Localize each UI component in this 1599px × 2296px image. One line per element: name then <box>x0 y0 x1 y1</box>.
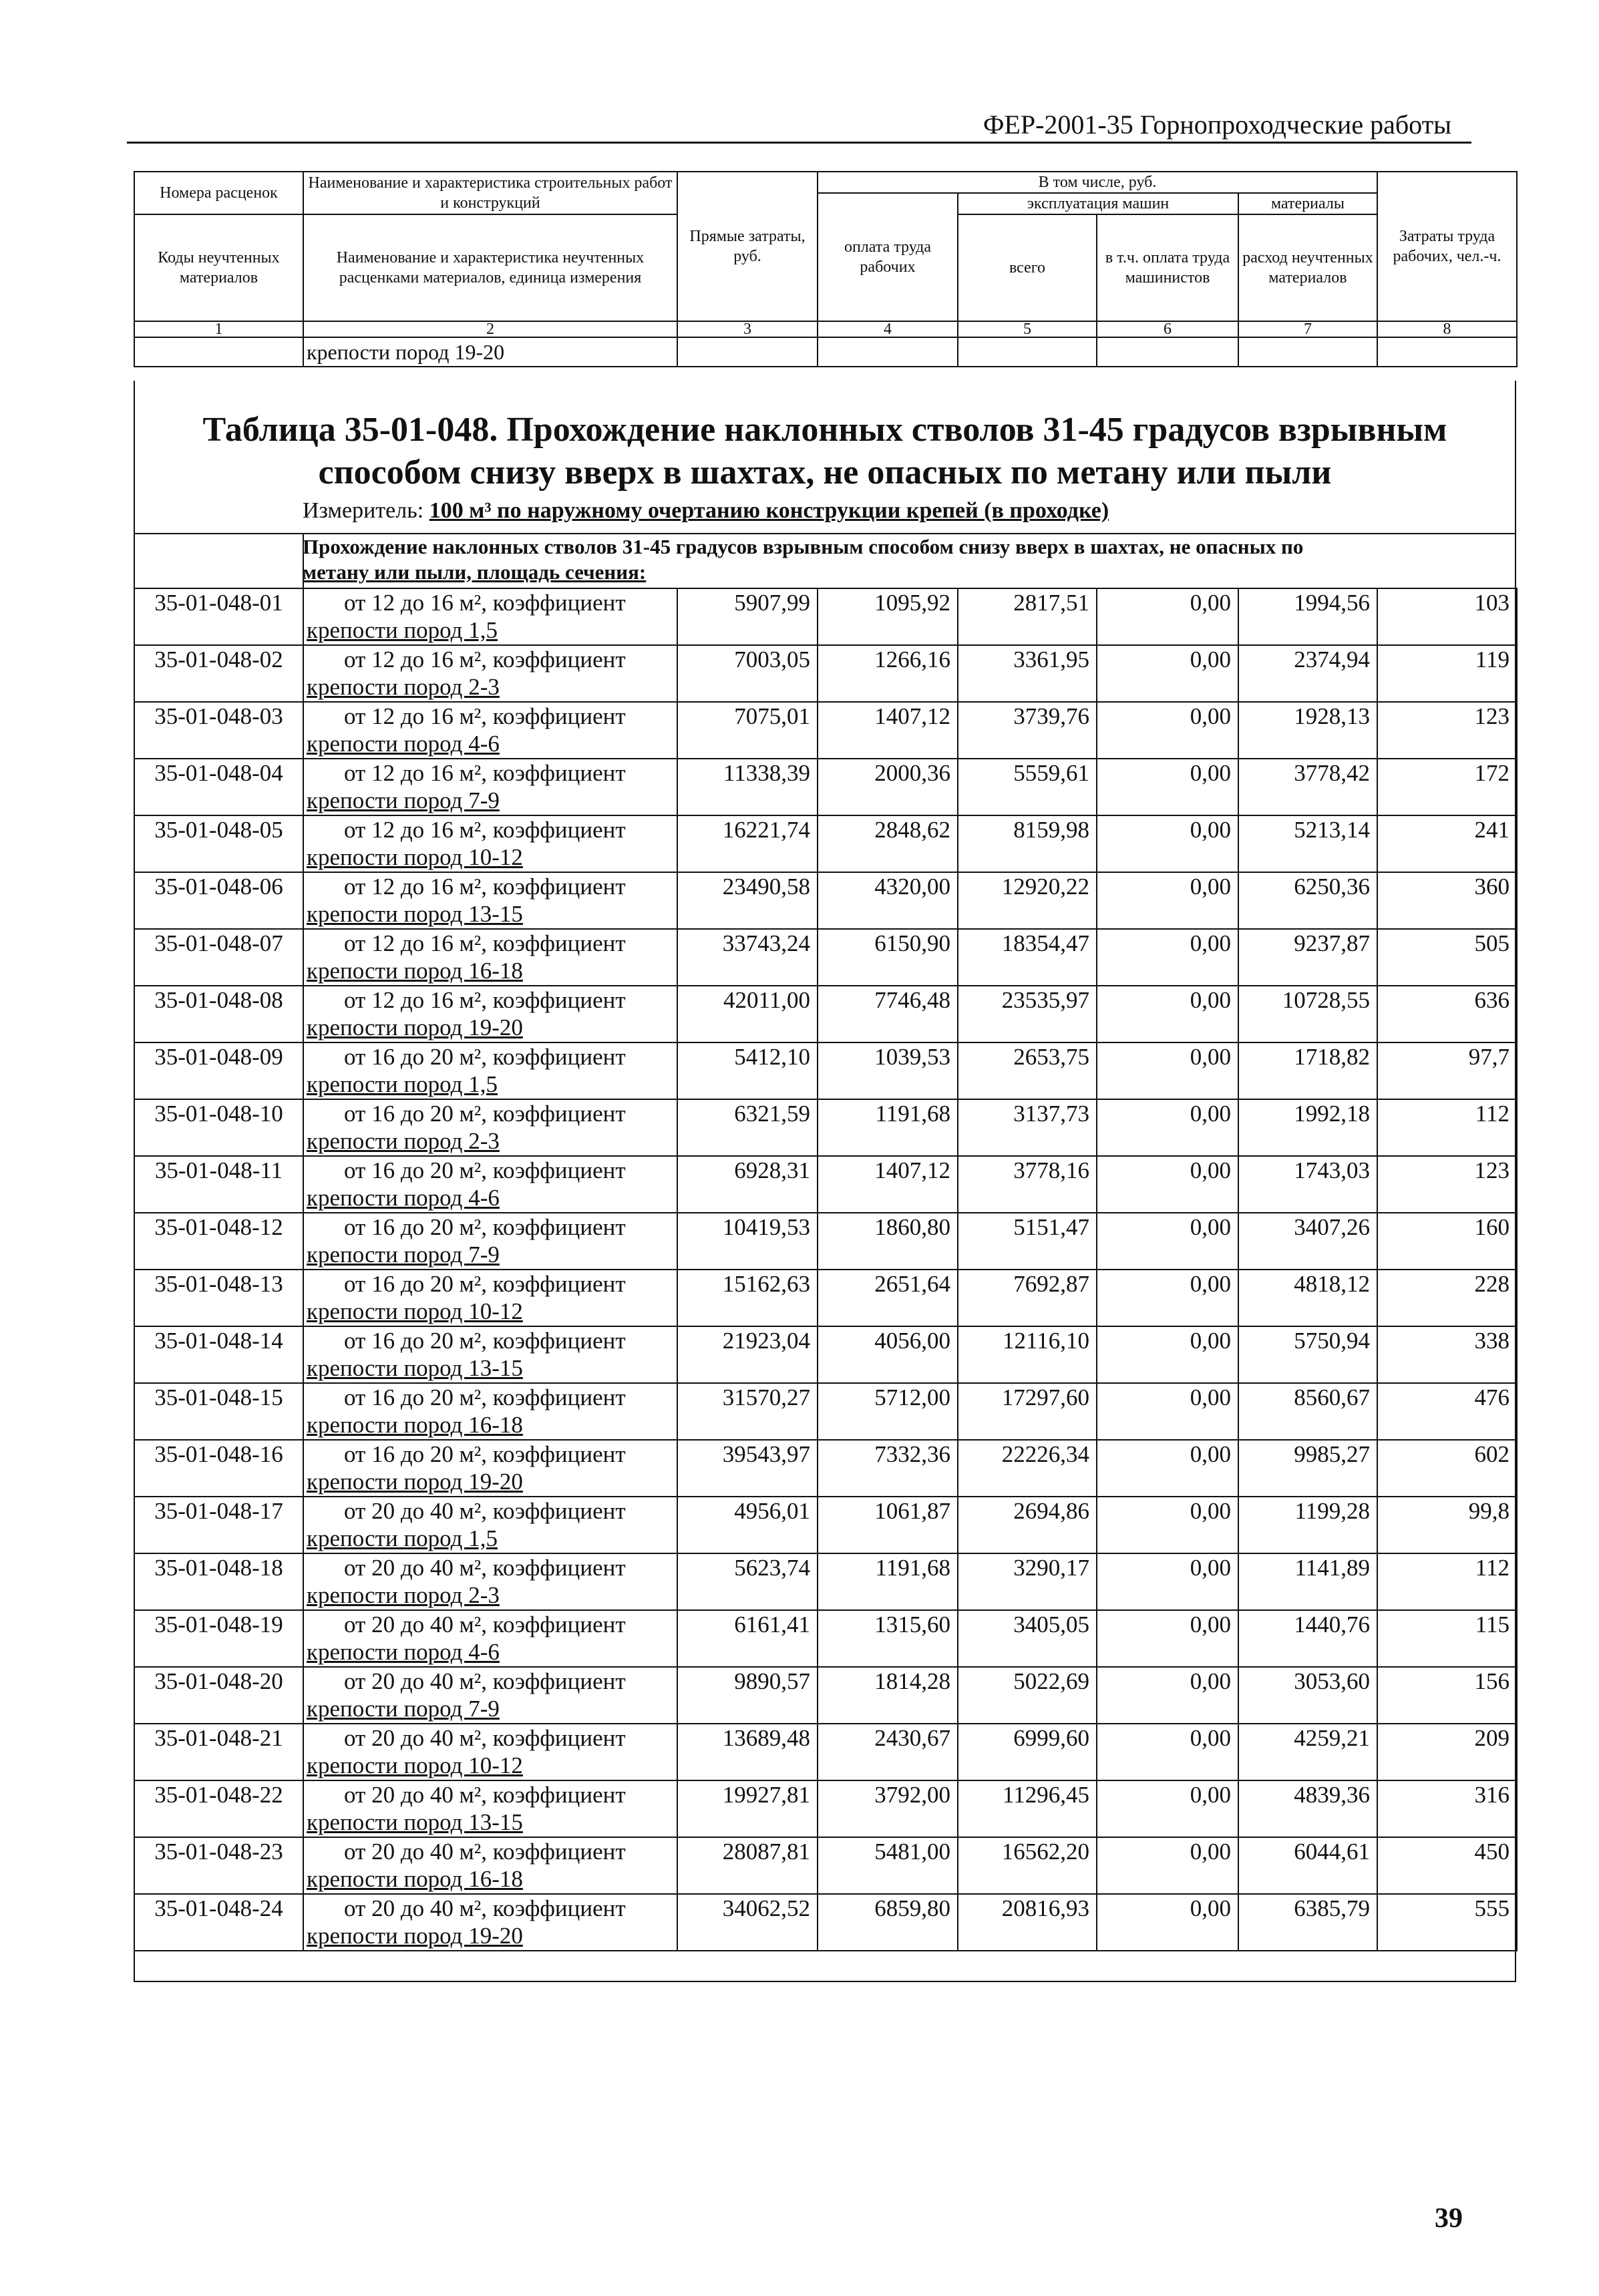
labor-hours: 103 <box>1377 588 1517 645</box>
rate-code: 35-01-048-01 <box>134 588 303 645</box>
work-name-line2: крепости пород 10-12 <box>307 1298 523 1324</box>
machines-total: 3739,76 <box>958 702 1097 759</box>
column-header-table <box>134 171 1518 367</box>
rate-code: 35-01-048-15 <box>134 1383 303 1440</box>
work-name-line1: от 16 до 20 м², коэффициент <box>344 1384 626 1410</box>
work-name-line2: крепости пород 2-3 <box>307 1128 500 1154</box>
table-row <box>134 1156 1517 1213</box>
table-row <box>134 929 1517 986</box>
col-num: 3 <box>677 321 818 337</box>
direct-costs: 9890,57 <box>677 1667 818 1724</box>
continued-row-name: крепости пород 19-20 <box>303 337 677 367</box>
col1-top: Номера расценок <box>134 172 303 214</box>
machinists-pay: 0,00 <box>1097 1724 1238 1780</box>
machines-total: 6999,60 <box>958 1724 1097 1780</box>
labor-hours: 228 <box>1377 1270 1517 1326</box>
machinists-pay: 0,00 <box>1097 1610 1238 1667</box>
col-num: 7 <box>1238 321 1377 337</box>
table-row <box>134 1270 1517 1326</box>
materials-consumption: 1928,13 <box>1238 702 1377 759</box>
labor-hours: 156 <box>1377 1667 1517 1724</box>
machines-total: 12920,22 <box>958 872 1097 929</box>
machines-total: 5559,61 <box>958 759 1097 815</box>
col-num: 4 <box>818 321 958 337</box>
table-row <box>134 1780 1517 1837</box>
machinists-pay: 0,00 <box>1097 1497 1238 1553</box>
col5-header: всего <box>958 214 1097 321</box>
labor-hours: 450 <box>1377 1837 1517 1894</box>
table-row <box>134 1326 1517 1383</box>
machinists-pay: 0,00 <box>1097 1099 1238 1156</box>
rate-code: 35-01-048-24 <box>134 1894 303 1951</box>
work-name <box>303 1610 677 1667</box>
materials-consumption: 6250,36 <box>1238 872 1377 929</box>
materials-consumption: 3053,60 <box>1238 1667 1377 1724</box>
table-row <box>134 1894 1517 1951</box>
materials-consumption: 4818,12 <box>1238 1270 1377 1326</box>
table-row <box>134 1042 1517 1099</box>
labor-hours: 209 <box>1377 1724 1517 1780</box>
machinists-pay: 0,00 <box>1097 872 1238 929</box>
work-name <box>303 1270 677 1326</box>
rates-table <box>134 588 1518 1951</box>
work-name-line1: от 16 до 20 м², коэффициент <box>344 1328 626 1354</box>
labor-hours: 316 <box>1377 1780 1517 1837</box>
work-name-line1: от 16 до 20 м², коэффициент <box>344 1101 626 1127</box>
work-name <box>303 1099 677 1156</box>
machinists-pay: 0,00 <box>1097 929 1238 986</box>
section-heading <box>303 534 1505 585</box>
direct-costs: 6928,31 <box>677 1156 818 1213</box>
materials-consumption: 5750,94 <box>1238 1326 1377 1383</box>
direct-costs: 6321,59 <box>677 1099 818 1156</box>
machinists-pay: 0,00 <box>1097 986 1238 1042</box>
machines-total: 18354,47 <box>958 929 1097 986</box>
materials-consumption: 3407,26 <box>1238 1213 1377 1270</box>
table-row <box>134 1099 1517 1156</box>
machines-total: 12116,10 <box>958 1326 1097 1383</box>
direct-costs: 7075,01 <box>677 702 818 759</box>
machinists-pay: 0,00 <box>1097 1270 1238 1326</box>
labor-hours: 172 <box>1377 759 1517 815</box>
work-name <box>303 645 677 702</box>
machines-total: 3137,73 <box>958 1099 1097 1156</box>
work-name-line1: от 16 до 20 м², коэффициент <box>344 1044 626 1070</box>
materials-consumption: 3778,42 <box>1238 759 1377 815</box>
rate-code: 35-01-048-14 <box>134 1326 303 1383</box>
col7-header: расход неучтенных материалов <box>1238 214 1377 321</box>
rate-code: 35-01-048-07 <box>134 929 303 986</box>
labor-hours: 360 <box>1377 872 1517 929</box>
machinists-pay: 0,00 <box>1097 588 1238 645</box>
work-name-line1: от 20 до 40 м², коэффициент <box>344 1725 626 1751</box>
col6-header: в т.ч. оплата труда машинистов <box>1097 214 1238 321</box>
direct-costs: 33743,24 <box>677 929 818 986</box>
work-name-line1: от 20 до 40 м², коэффициент <box>344 1668 626 1694</box>
work-name-line2: крепости пород 4-6 <box>307 1185 500 1211</box>
materials-consumption: 4839,36 <box>1238 1780 1377 1837</box>
work-name-line2: крепости пород 7-9 <box>307 787 500 813</box>
machinists-pay: 0,00 <box>1097 1780 1238 1837</box>
machines-total: 22226,34 <box>958 1440 1097 1497</box>
rate-code: 35-01-048-03 <box>134 702 303 759</box>
direct-costs: 31570,27 <box>677 1383 818 1440</box>
labor-pay: 1266,16 <box>818 645 958 702</box>
work-name-line1: от 12 до 16 м², коэффициент <box>344 874 626 900</box>
work-name <box>303 1780 677 1837</box>
direct-costs: 34062,52 <box>677 1894 818 1951</box>
rate-code: 35-01-048-05 <box>134 815 303 872</box>
labor-pay: 4056,00 <box>818 1326 958 1383</box>
work-name-line1: от 16 до 20 м², коэффициент <box>344 1157 626 1183</box>
labor-pay: 1315,60 <box>818 1610 958 1667</box>
col-num: 6 <box>1097 321 1238 337</box>
labor-hours: 119 <box>1377 645 1517 702</box>
work-name-line2: крепости пород 7-9 <box>307 1241 500 1268</box>
col3-header: Прямые затраты, руб. <box>677 172 818 321</box>
col-num: 8 <box>1377 321 1517 337</box>
col2-top: Наименование и характеристика строительных работ и конструкций <box>303 172 677 214</box>
work-name-line1: от 16 до 20 м², коэффициент <box>344 1271 626 1297</box>
work-name-line2: крепости пород 2-3 <box>307 1582 500 1608</box>
machines-total: 16562,20 <box>958 1837 1097 1894</box>
section-line1: Прохождение наклонных стволов 31-45 градусов взрывным способом снизу вверх в шахтах, не опасных по <box>303 535 1304 558</box>
work-name-line1: от 20 до 40 м², коэффициент <box>344 1782 626 1808</box>
labor-pay: 2000,36 <box>818 759 958 815</box>
labor-pay: 6859,80 <box>818 1894 958 1951</box>
machines-total: 5151,47 <box>958 1213 1097 1270</box>
machines-total: 23535,97 <box>958 986 1097 1042</box>
direct-costs: 15162,63 <box>677 1270 818 1326</box>
work-name-line2: крепости пород 10-12 <box>307 844 523 870</box>
work-name-line2: крепости пород 13-15 <box>307 901 523 927</box>
table-row <box>134 1837 1517 1894</box>
labor-pay: 2430,67 <box>818 1724 958 1780</box>
machines-header: эксплуатация машин <box>958 193 1238 214</box>
col-num: 2 <box>303 321 677 337</box>
work-name <box>303 588 677 645</box>
direct-costs: 42011,00 <box>677 986 818 1042</box>
incl-header: В том числе, руб. <box>818 172 1377 193</box>
materials-consumption: 1992,18 <box>1238 1099 1377 1156</box>
direct-costs: 21923,04 <box>677 1326 818 1383</box>
rate-code: 35-01-048-21 <box>134 1724 303 1780</box>
col8-header: Затраты труда рабочих, чел.-ч. <box>1377 172 1517 321</box>
table-row <box>134 815 1517 872</box>
work-name-line2: крепости пород 1,5 <box>307 1525 498 1551</box>
work-name-line2: крепости пород 13-15 <box>307 1355 523 1381</box>
section-line2: метану или пыли, площадь сечения: <box>303 560 647 584</box>
work-name-line1: от 12 до 16 м², коэффициент <box>344 760 626 786</box>
labor-hours: 123 <box>1377 1156 1517 1213</box>
rate-code: 35-01-048-18 <box>134 1553 303 1610</box>
work-name-line2: крепости пород 19-20 <box>307 1469 523 1495</box>
col2-bottom: Наименование и характеристика неучтенных расценками материалов, единица измерения <box>303 214 677 321</box>
machines-total: 3361,95 <box>958 645 1097 702</box>
work-name-line1: от 20 до 40 м², коэффициент <box>344 1839 626 1865</box>
table-title: Таблица 35-01-048. Прохождение наклонных стволов 31-45 градусов взрывным способом снизу вверх в шахтах, не опасных по метану или пыли <box>202 411 1447 492</box>
machinists-pay: 0,00 <box>1097 1894 1238 1951</box>
work-name-line2: крепости пород 16-18 <box>307 1412 523 1438</box>
machinists-pay: 0,00 <box>1097 1156 1238 1213</box>
work-name-line2: крепости пород 10-12 <box>307 1752 523 1778</box>
work-name <box>303 1724 677 1780</box>
work-name <box>303 1553 677 1610</box>
labor-hours: 476 <box>1377 1383 1517 1440</box>
work-name <box>303 1042 677 1099</box>
labor-hours: 123 <box>1377 702 1517 759</box>
work-name <box>303 702 677 759</box>
machines-total: 3290,17 <box>958 1553 1097 1610</box>
work-name-line1: от 12 до 16 м², коэффициент <box>344 590 626 616</box>
labor-pay: 1191,68 <box>818 1099 958 1156</box>
work-name <box>303 1156 677 1213</box>
labor-pay: 1039,53 <box>818 1042 958 1099</box>
work-name-line2: крепости пород 2-3 <box>307 674 500 700</box>
materials-consumption: 1718,82 <box>1238 1042 1377 1099</box>
rate-code: 35-01-048-02 <box>134 645 303 702</box>
machinists-pay: 0,00 <box>1097 1383 1238 1440</box>
table-row <box>134 1383 1517 1440</box>
measure-prefix: Измеритель: <box>303 498 429 523</box>
table-row <box>134 1553 1517 1610</box>
labor-hours: 115 <box>1377 1610 1517 1667</box>
table-row <box>134 1724 1517 1780</box>
labor-pay: 6150,90 <box>818 929 958 986</box>
work-name <box>303 1667 677 1724</box>
rate-code: 35-01-048-11 <box>134 1156 303 1213</box>
direct-costs: 11338,39 <box>677 759 818 815</box>
work-name-line1: от 12 до 16 м², коэффициент <box>344 646 626 673</box>
direct-costs: 5623,74 <box>677 1553 818 1610</box>
machines-total: 11296,45 <box>958 1780 1097 1837</box>
work-name <box>303 1440 677 1497</box>
materials-consumption: 8560,67 <box>1238 1383 1377 1440</box>
direct-costs: 4956,01 <box>677 1497 818 1553</box>
machinists-pay: 0,00 <box>1097 1213 1238 1270</box>
work-name-line2: крепости пород 4-6 <box>307 1639 500 1665</box>
rate-code: 35-01-048-09 <box>134 1042 303 1099</box>
table-row <box>134 1610 1517 1667</box>
work-name-line2: крепости пород 19-20 <box>307 1014 523 1040</box>
work-name <box>303 1497 677 1553</box>
table-row <box>134 1497 1517 1553</box>
work-name <box>303 815 677 872</box>
work-name-line2: крепости пород 13-15 <box>307 1809 523 1835</box>
direct-costs: 7003,05 <box>677 645 818 702</box>
table-row <box>134 1667 1517 1724</box>
labor-hours: 636 <box>1377 986 1517 1042</box>
work-name <box>303 1213 677 1270</box>
work-name-line1: от 20 до 40 м², коэффициент <box>344 1555 626 1581</box>
labor-pay: 5481,00 <box>818 1837 958 1894</box>
direct-costs: 28087,81 <box>677 1837 818 1894</box>
work-name <box>303 759 677 815</box>
machines-total: 3405,05 <box>958 1610 1097 1667</box>
direct-costs: 5907,99 <box>677 588 818 645</box>
materials-consumption: 5213,14 <box>1238 815 1377 872</box>
labor-hours: 602 <box>1377 1440 1517 1497</box>
running-header-title: ФЕР-2001-35 Горнопроходческие работы <box>983 110 1451 140</box>
work-name-line2: крепости пород 4-6 <box>307 731 500 757</box>
labor-hours: 338 <box>1377 1326 1517 1383</box>
work-name-line1: от 20 до 40 м², коэффициент <box>344 1498 626 1524</box>
work-name-line1: от 12 до 16 м², коэффициент <box>344 987 626 1013</box>
col1-bottom: Коды неучтенных материалов <box>134 214 303 321</box>
col4-header: оплата труда рабочих <box>818 193 958 321</box>
labor-pay: 7746,48 <box>818 986 958 1042</box>
machinists-pay: 0,00 <box>1097 645 1238 702</box>
materials-consumption: 1141,89 <box>1238 1553 1377 1610</box>
materials-consumption: 1994,56 <box>1238 588 1377 645</box>
machinists-pay: 0,00 <box>1097 1553 1238 1610</box>
machinists-pay: 0,00 <box>1097 1440 1238 1497</box>
table-row <box>134 759 1517 815</box>
materials-consumption: 1199,28 <box>1238 1497 1377 1553</box>
labor-pay: 2651,64 <box>818 1270 958 1326</box>
machines-total: 5022,69 <box>958 1667 1097 1724</box>
labor-hours: 112 <box>1377 1553 1517 1610</box>
labor-pay: 7332,36 <box>818 1440 958 1497</box>
work-name-line2: крепости пород 1,5 <box>307 1071 498 1097</box>
labor-hours: 99,8 <box>1377 1497 1517 1553</box>
direct-costs: 16221,74 <box>677 815 818 872</box>
direct-costs: 13689,48 <box>677 1724 818 1780</box>
machinists-pay: 0,00 <box>1097 759 1238 815</box>
labor-hours: 160 <box>1377 1213 1517 1270</box>
machines-total: 7692,87 <box>958 1270 1097 1326</box>
materials-consumption: 9237,87 <box>1238 929 1377 986</box>
labor-pay: 1191,68 <box>818 1553 958 1610</box>
work-name-line1: от 20 до 40 м², коэффициент <box>344 1611 626 1638</box>
rate-code: 35-01-048-16 <box>134 1440 303 1497</box>
direct-costs: 39543,97 <box>677 1440 818 1497</box>
rate-code: 35-01-048-17 <box>134 1497 303 1553</box>
rate-code: 35-01-048-10 <box>134 1099 303 1156</box>
work-name <box>303 986 677 1042</box>
materials-consumption: 2374,94 <box>1238 645 1377 702</box>
rate-code: 35-01-048-23 <box>134 1837 303 1894</box>
labor-hours: 112 <box>1377 1099 1517 1156</box>
section-code-cell <box>134 534 304 588</box>
col-num: 1 <box>134 321 303 337</box>
materials-consumption: 6385,79 <box>1238 1894 1377 1951</box>
work-name <box>303 929 677 986</box>
work-name <box>303 1326 677 1383</box>
machines-total: 2817,51 <box>958 588 1097 645</box>
machinists-pay: 0,00 <box>1097 1837 1238 1894</box>
running-header <box>127 110 1471 144</box>
labor-pay: 1061,87 <box>818 1497 958 1553</box>
labor-hours: 555 <box>1377 1894 1517 1951</box>
rate-code: 35-01-048-04 <box>134 759 303 815</box>
materials-header: материалы <box>1238 193 1377 214</box>
table-row <box>134 1213 1517 1270</box>
machines-total: 17297,60 <box>958 1383 1097 1440</box>
machinists-pay: 0,00 <box>1097 1326 1238 1383</box>
work-name <box>303 1837 677 1894</box>
work-name-line1: от 12 до 16 м², коэффициент <box>344 817 626 843</box>
rate-code: 35-01-048-19 <box>134 1610 303 1667</box>
machines-total: 8159,98 <box>958 815 1097 872</box>
machinists-pay: 0,00 <box>1097 1667 1238 1724</box>
rate-code: 35-01-048-12 <box>134 1213 303 1270</box>
labor-pay: 2848,62 <box>818 815 958 872</box>
labor-pay: 1860,80 <box>818 1213 958 1270</box>
table-row <box>134 872 1517 929</box>
materials-consumption: 1440,76 <box>1238 1610 1377 1667</box>
work-name-line2: крепости пород 16-18 <box>307 1866 523 1892</box>
page-number: 39 <box>1435 2203 1463 2234</box>
table-row <box>134 1440 1517 1497</box>
work-name-line2: крепости пород 7-9 <box>307 1696 500 1722</box>
materials-consumption: 9985,27 <box>1238 1440 1377 1497</box>
work-name-line1: от 12 до 16 м², коэффициент <box>344 703 626 729</box>
work-name-line2: крепости пород 1,5 <box>307 617 498 643</box>
work-name-line2: крепости пород 19-20 <box>307 1923 523 1949</box>
work-name-line1: от 16 до 20 м², коэффициент <box>344 1214 626 1240</box>
measure-line <box>303 498 1109 524</box>
labor-pay: 1095,92 <box>818 588 958 645</box>
machinists-pay: 0,00 <box>1097 702 1238 759</box>
col-num: 5 <box>958 321 1097 337</box>
labor-hours: 97,7 <box>1377 1042 1517 1099</box>
labor-pay: 5712,00 <box>818 1383 958 1440</box>
work-name <box>303 1383 677 1440</box>
table-row <box>134 645 1517 702</box>
rate-code: 35-01-048-20 <box>134 1667 303 1724</box>
table-row <box>134 986 1517 1042</box>
materials-consumption: 4259,21 <box>1238 1724 1377 1780</box>
labor-hours: 241 <box>1377 815 1517 872</box>
labor-pay: 1814,28 <box>818 1667 958 1724</box>
work-name-line1: от 16 до 20 м², коэффициент <box>344 1441 626 1467</box>
machinists-pay: 0,00 <box>1097 1042 1238 1099</box>
machinists-pay: 0,00 <box>1097 815 1238 872</box>
machines-total: 3778,16 <box>958 1156 1097 1213</box>
rate-code: 35-01-048-22 <box>134 1780 303 1837</box>
materials-consumption: 10728,55 <box>1238 986 1377 1042</box>
rate-code: 35-01-048-13 <box>134 1270 303 1326</box>
materials-consumption: 1743,03 <box>1238 1156 1377 1213</box>
direct-costs: 19927,81 <box>677 1780 818 1837</box>
machines-total: 20816,93 <box>958 1894 1097 1951</box>
materials-consumption: 6044,61 <box>1238 1837 1377 1894</box>
rate-code: 35-01-048-06 <box>134 872 303 929</box>
direct-costs: 6161,41 <box>677 1610 818 1667</box>
work-name-line2: крепости пород 16-18 <box>307 958 523 984</box>
work-name-line1: от 20 до 40 м², коэффициент <box>344 1895 626 1921</box>
work-name <box>303 1894 677 1951</box>
table-row <box>134 702 1517 759</box>
direct-costs: 23490,58 <box>677 872 818 929</box>
labor-pay: 1407,12 <box>818 702 958 759</box>
table-row <box>134 588 1517 645</box>
direct-costs: 5412,10 <box>677 1042 818 1099</box>
labor-pay: 4320,00 <box>818 872 958 929</box>
labor-hours: 505 <box>1377 929 1517 986</box>
machines-total: 2653,75 <box>958 1042 1097 1099</box>
rate-code: 35-01-048-08 <box>134 986 303 1042</box>
labor-pay: 3792,00 <box>818 1780 958 1837</box>
labor-pay: 1407,12 <box>818 1156 958 1213</box>
direct-costs: 10419,53 <box>677 1213 818 1270</box>
work-name-line1: от 12 до 16 м², коэффициент <box>344 930 626 956</box>
machines-total: 2694,86 <box>958 1497 1097 1553</box>
measure-text: 100 м³ по наружному очертанию конструкции крепей (в проходке) <box>429 498 1109 523</box>
work-name <box>303 872 677 929</box>
